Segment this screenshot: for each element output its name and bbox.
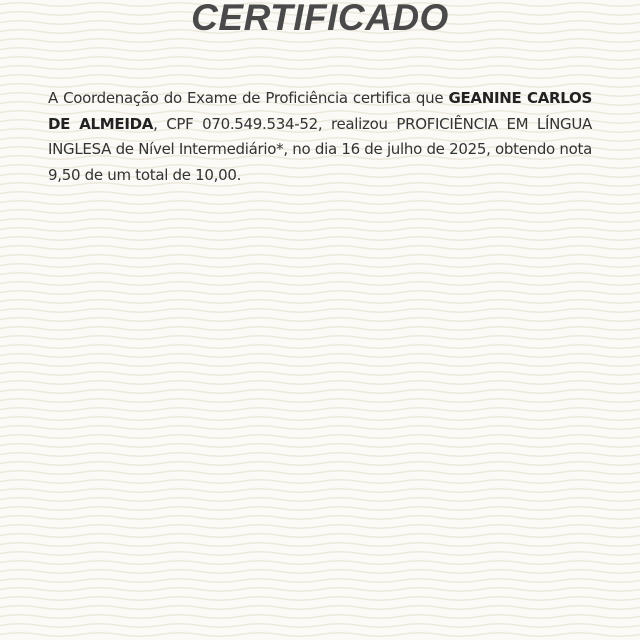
date-prefix: , no dia (283, 140, 342, 158)
realizou-text: , realizou (317, 114, 397, 133)
recipient-name: GEANINE CARLOS DE ALMEIDA (48, 89, 592, 133)
end-punctuation: . (236, 165, 242, 184)
certificate-body (48, 86, 592, 188)
exam-name: PROFICIÊNCIA EM LÍNGUA INGLESA (48, 114, 592, 158)
total-prefix: de um total de (80, 165, 196, 184)
grade-value: 9,50 (48, 165, 81, 184)
level-text: de Nível Intermediário* (111, 140, 284, 158)
grade-prefix: , obtendo nota (486, 140, 592, 158)
total-value: 10,00 (195, 165, 237, 184)
intro-text: A Coordenação do Exame de Proficiência certifica que (48, 89, 449, 107)
cpf-value: 070.549.534-52 (202, 114, 318, 133)
cpf-label: , CPF (153, 114, 203, 133)
exam-date: 16 de julho de 2025 (341, 140, 487, 158)
certificate-title: CERTIFICADO (191, 0, 449, 38)
